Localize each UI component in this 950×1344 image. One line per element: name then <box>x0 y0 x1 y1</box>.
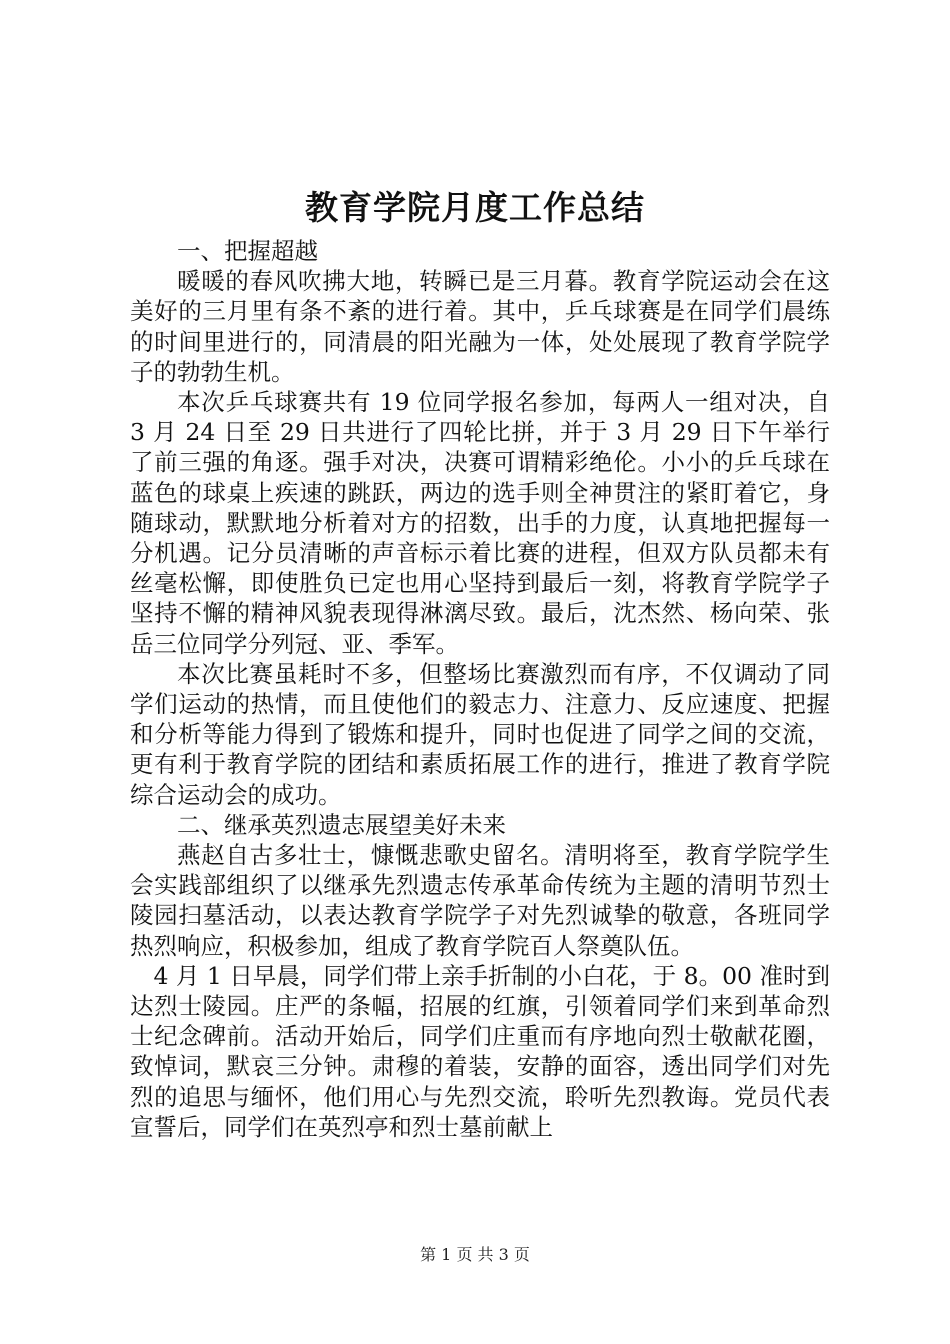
section-heading-2: 二、继承英烈遗志展望美好未来 <box>177 810 506 839</box>
paragraph-competition-summary: 本次比赛虽耗时不多，但整场比赛激烈而有序，不仅调动了同学们运动的热情，而且使他们的毅志力、注意力、反应速度、把握和分析等能力得到了锻炼和提升，同时也促进了同学之间的交流，更有利于教育学院的团结和素质拓展工作的进行，推进了教育学院综合运动会的成功。 <box>130 659 830 809</box>
document-title: 教育学院月度工作总结 <box>305 188 645 227</box>
paragraph-spring-sports: 暖暖的春风吹拂大地，转瞬已是三月暮。教育学院运动会在这美好的三月里有条不紊的进行着。其中，乒乓球赛是在同学们晨练的时间里进行的，同清晨的阳光融为一体，处处展现了教育学院学子的勃勃生机。 <box>130 267 830 386</box>
section-heading-1: 一、把握超越 <box>177 237 318 265</box>
document-body <box>130 236 830 1142</box>
paragraph-table-tennis: 本次乒乓球赛共有 19 位同学报名参加，每两人一组对决，自 3 月 24 日至 29 日共进行了四轮比拼，并于 3 月 29 日下午举行了前三强的角逐。强手对决，决赛可谓精彩绝伦。小小的乒乓球在蓝色的球桌上疾速的跳跃，两边的选手则全神贯注的紧盯着它，身随球动，默默地分析着对方的招数，出手的力度，认真地把握每一分机遇。记分员清晰的声音标示着比赛的进程，但双方队员都未有丝毫松懈，即使胜负已定也用心坚持到最后一刻，将教育学院学子坚持不懈的精神风貌表现得淋漓尽致。最后，沈杰然、杨向荣、张岳三位同学分列冠、亚、季军。 <box>130 388 830 658</box>
paragraph-qingming-activity: 燕赵自古多壮士，慷慨悲歌史留名。清明将至，教育学院学生会实践部组织了以继承先烈遗志传承革命传统为主题的清明节烈士陵园扫墓活动，以表达教育学院学子对先烈诚挚的敬意，各班同学热烈响应，积极参加，组成了教育学院百人祭奠队伍。 <box>130 841 830 960</box>
paragraph-april-first: 4 月 1 日早晨，同学们带上亲手折制的小白花，于 8。00 准时到达烈士陵园。庄严的条幅，招展的红旗，引领着同学们来到革命烈士纪念碑前。活动开始后，同学们庄重而有序地向烈士敬献花圈，致悼词，默哀三分钟。肃穆的着装，安静的面容，透出同学们对先烈的追思与缅怀，他们用心与先烈交流，聆听先烈教诲。党员代表宣誓后，同学们在英烈亭和烈士墓前献上 <box>130 961 830 1141</box>
page-footer: 第 1 页 共 3 页 <box>420 1245 530 1264</box>
